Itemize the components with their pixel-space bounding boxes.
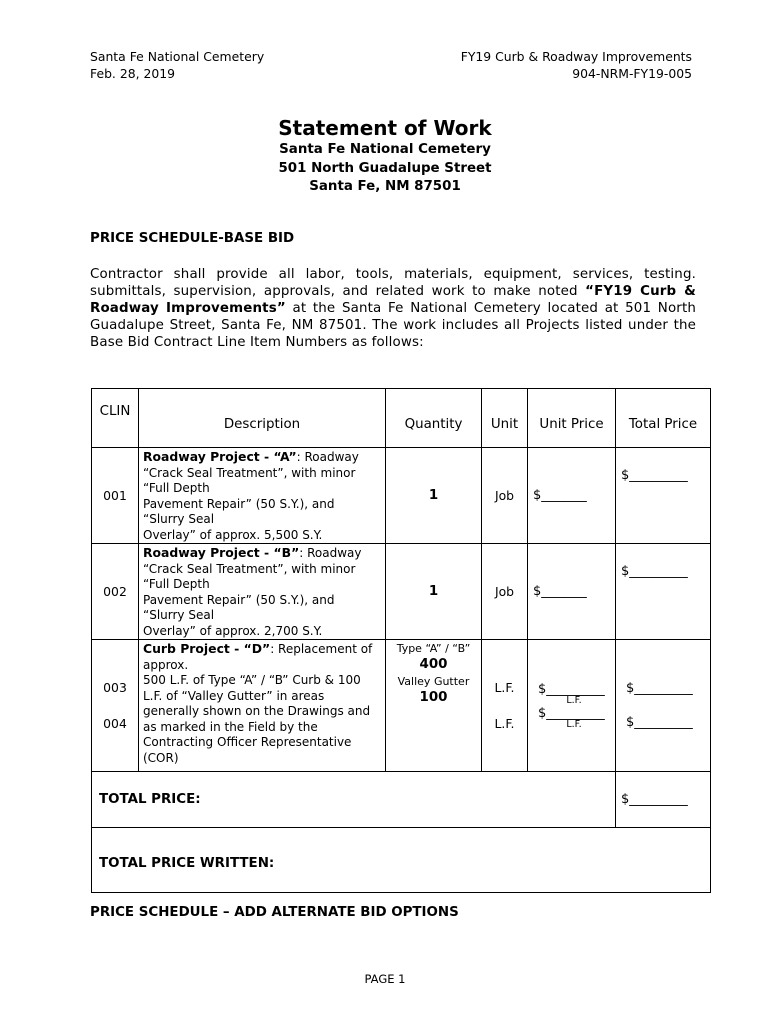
- total-price-blank: $_________: [616, 772, 711, 828]
- total-price-blank: $_________: [626, 714, 693, 730]
- subtitle-line: Santa Fe, NM 87501: [309, 179, 461, 194]
- description-line: approx.: [143, 657, 189, 672]
- header-left: [90, 48, 264, 82]
- clin-number: 003: [103, 679, 127, 695]
- column-header-quantity: Quantity: [386, 389, 482, 448]
- unit-price-blank: $_________: [538, 705, 605, 721]
- description-line: “Crack Seal Treatment”, with minor: [143, 465, 356, 480]
- column-header-unit: Unit: [482, 389, 528, 448]
- intro-paragraph: [90, 266, 696, 351]
- total-price-blank: $_________: [616, 448, 711, 544]
- quantity-curb: 400: [419, 657, 448, 672]
- page-number: PAGE 1: [364, 972, 406, 986]
- price-schedule-table: [91, 388, 711, 893]
- column-header-clin: CLIN: [92, 389, 139, 448]
- description-line: as marked in the Field by the: [143, 719, 318, 734]
- header-project-number: 904-NRM-FY19-005: [572, 66, 692, 81]
- quantity-gutter: 100: [419, 690, 448, 705]
- project-name: Roadway Project - “B”: [143, 545, 300, 560]
- unit-value: L.F.: [494, 679, 515, 695]
- clin-cell: [92, 640, 139, 772]
- total-price-written-label: TOTAL PRICE WRITTEN:: [92, 828, 711, 893]
- description-line: “Slurry Seal: [143, 512, 215, 526]
- description-line: (COR): [143, 750, 179, 765]
- description-line: “Full Depth: [143, 577, 210, 591]
- project-name: Curb Project - “D”: [143, 641, 271, 656]
- unit-value: L.F.: [494, 715, 515, 731]
- description-cell: [139, 544, 386, 640]
- header-right: [461, 48, 692, 82]
- unit-price-blank: $_______: [528, 544, 616, 640]
- description-line: “Full Depth: [143, 481, 210, 495]
- table-row: [92, 448, 711, 544]
- document-subtitle: [0, 141, 770, 197]
- intro-text: at the Santa Fe National Cemetery located at 501 North Guadalupe Street, Santa Fe, NM 87501. The work includes all Projects listed under the Base Bid Contract Line Item Numbers as follows:: [90, 301, 696, 350]
- unit-cell: Job: [482, 544, 528, 640]
- column-header-description: Description: [139, 389, 386, 448]
- table-header-row: [92, 389, 711, 448]
- total-price-blank: $_________: [626, 680, 693, 696]
- column-header-total-price: Total Price: [616, 389, 711, 448]
- total-price-row: [92, 772, 711, 828]
- quantity-label-curb: Type “A” / “B”: [396, 642, 471, 655]
- description-line: : Replacement of: [270, 642, 373, 656]
- unit-price-cell: [528, 640, 616, 772]
- description-line: Pavement Repair” (50 S.Y.), and: [143, 592, 335, 607]
- total-price-written-row: [92, 828, 711, 893]
- description-cell: [139, 640, 386, 772]
- quantity-cell: [386, 640, 482, 772]
- unit-price-suffix: L.F.: [566, 718, 582, 730]
- header-date: Feb. 28, 2019: [90, 66, 175, 81]
- intro-text: Contractor shall provide all labor, tools, materials, equipment, services, testing. submittals, supervision, approvals, and related work to make noted: [90, 267, 696, 299]
- unit-price-suffix: L.F.: [566, 694, 582, 706]
- clin-cell: 002: [92, 544, 139, 640]
- description-line: Overlay” of approx. 5,500 S.Y.: [143, 527, 323, 542]
- subtitle-line: Santa Fe National Cemetery: [279, 142, 491, 157]
- description-line: generally shown on the Drawings and: [143, 704, 371, 718]
- section-heading-base-bid: PRICE SCHEDULE-BASE BID: [90, 231, 295, 246]
- section-heading-add-alternate: PRICE SCHEDULE – ADD ALTERNATE BID OPTIONS: [90, 905, 459, 920]
- description-line: Pavement Repair” (50 S.Y.), and: [143, 496, 335, 511]
- description-line: 500 L.F. of Type “A” / “B” Curb & 100: [143, 673, 361, 687]
- description-line: “Slurry Seal: [143, 608, 215, 622]
- header-cemetery-name: Santa Fe National Cemetery: [90, 49, 265, 64]
- unit-cell: [482, 640, 528, 772]
- unit-price-blank: $_________: [538, 681, 605, 697]
- total-price-label: TOTAL PRICE:: [92, 772, 616, 828]
- total-price-blank: $_________: [616, 544, 711, 640]
- quantity-cell: 1: [386, 544, 482, 640]
- header-project-name: FY19 Curb & Roadway Improvements: [460, 49, 692, 64]
- unit-cell: Job: [482, 448, 528, 544]
- description-line: L.F. of “Valley Gutter” in areas: [143, 688, 325, 703]
- document-title: Statement of Work: [278, 116, 492, 140]
- description-cell: [139, 448, 386, 544]
- clin-cell: 001: [92, 448, 139, 544]
- project-name: Roadway Project - “A”: [143, 449, 297, 464]
- intro-project-name: “FY19 Curb & Roadway Improvements”: [90, 284, 696, 316]
- description-line: Overlay” of approx. 2,700 S.Y.: [143, 623, 323, 638]
- description-line: Contracting Officer Representative: [143, 735, 352, 749]
- total-price-cell: [616, 640, 711, 772]
- quantity-cell: 1: [386, 448, 482, 544]
- table-row: [92, 544, 711, 640]
- unit-price-blank: $_______: [528, 448, 616, 544]
- clin-number: 004: [103, 715, 127, 731]
- subtitle-line: 501 North Guadalupe Street: [278, 160, 492, 176]
- description-line: : Roadway: [299, 546, 362, 560]
- column-header-unit-price: Unit Price: [528, 389, 616, 448]
- description-line: : Roadway: [296, 450, 359, 464]
- description-line: “Crack Seal Treatment”, with minor: [143, 561, 356, 576]
- quantity-label-gutter: Valley Gutter: [397, 675, 470, 688]
- table-row: [92, 640, 711, 772]
